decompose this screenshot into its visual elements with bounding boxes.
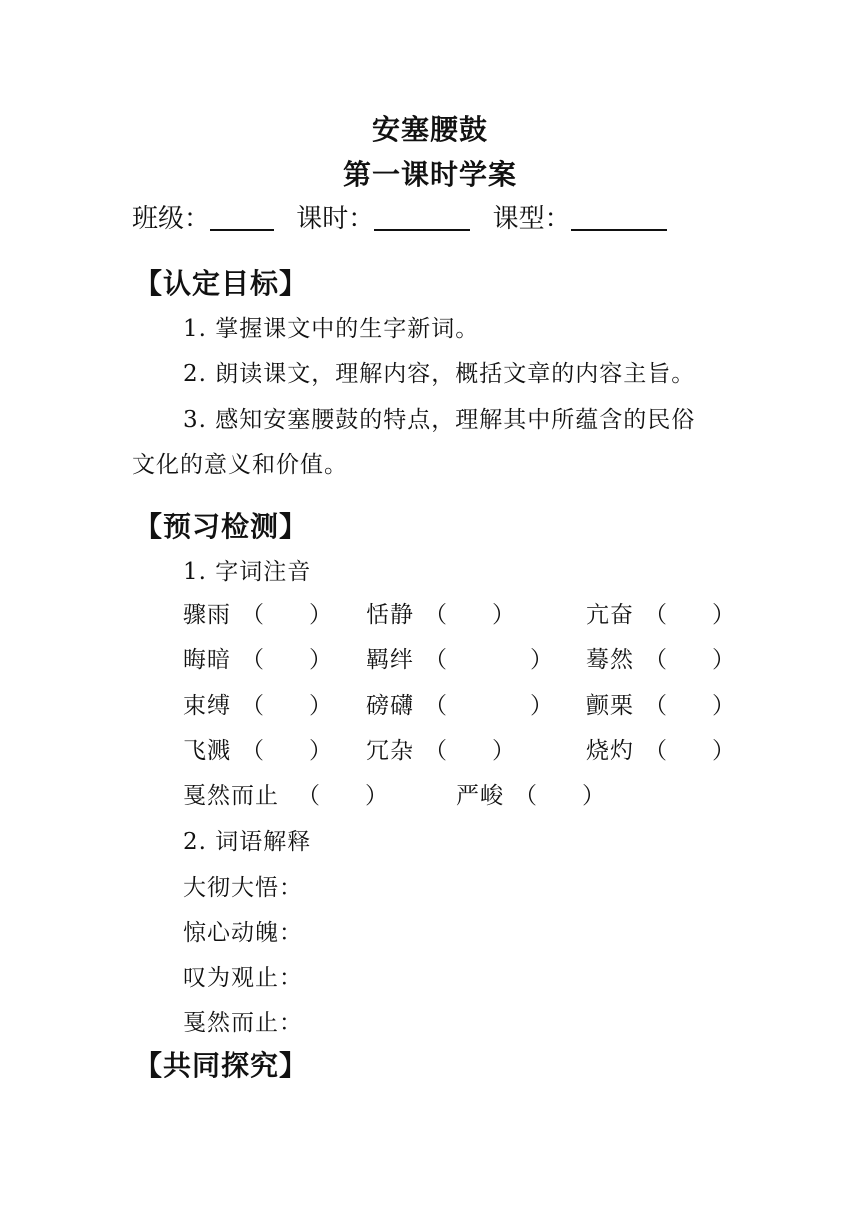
- paren-close: ）: [309, 602, 333, 628]
- pinyin-word: 戛然而止: [183, 783, 279, 809]
- pinyin-word: 飞溅: [183, 738, 231, 764]
- pinyin-answer-blank[interactable]: [448, 732, 492, 762]
- explain-item: 戛然而止：: [183, 1010, 303, 1036]
- paren-close: ）: [309, 647, 333, 673]
- type-label: 课型：: [492, 204, 571, 234]
- paren-open: （: [241, 738, 265, 764]
- pinyin-word: 羁绊: [366, 647, 414, 673]
- paren-open: （: [241, 693, 265, 719]
- type-blank[interactable]: [571, 203, 667, 231]
- paren-close: ）: [309, 693, 333, 719]
- paren-close: ）: [492, 602, 516, 628]
- q2-label: 2. 词语解释: [183, 829, 312, 855]
- pinyin-word: 冗杂: [366, 738, 414, 764]
- goal-item-3-cont: 文化的意义和价值。: [132, 452, 348, 478]
- section-heading-preview: 【预习检测】: [134, 510, 309, 543]
- pinyin-word: 亢奋: [586, 602, 634, 628]
- paren-open: （: [644, 647, 668, 673]
- paren-open: （: [241, 602, 265, 628]
- q1-label: 1. 字词注音: [183, 559, 312, 585]
- paren-open: （: [297, 783, 321, 809]
- paren-open: （: [424, 738, 448, 764]
- class-blank[interactable]: [210, 203, 274, 231]
- pinyin-word: 恬静: [366, 602, 414, 628]
- pinyin-word: 束缚: [183, 693, 231, 719]
- paren-open: （: [424, 602, 448, 628]
- pinyin-answer-blank[interactable]: [448, 641, 530, 671]
- explain-item: 惊心动魄：: [183, 920, 303, 946]
- pinyin-word: 磅礴: [366, 693, 414, 719]
- page-subtitle: 第一课时学案: [342, 158, 517, 191]
- pinyin-word: 蓦然: [586, 647, 634, 673]
- pinyin-word: 严峻: [456, 783, 504, 809]
- paren-close: ）: [712, 693, 736, 719]
- pinyin-word: 晦暗: [183, 647, 231, 673]
- paren-open: （: [424, 647, 448, 673]
- pinyin-answer-blank[interactable]: [265, 641, 309, 671]
- paren-close: ）: [582, 783, 606, 809]
- page-title: 安塞腰鼓: [371, 113, 488, 146]
- pinyin-word: 烧灼: [586, 738, 634, 764]
- info-line: [132, 198, 667, 235]
- pinyin-answer-blank[interactable]: [448, 687, 530, 717]
- explain-item: 大彻大悟：: [183, 875, 303, 901]
- section-heading-goals: 【认定目标】: [134, 267, 309, 300]
- pinyin-answer-blank[interactable]: [265, 687, 309, 717]
- pinyin-word: 骤雨: [183, 602, 231, 628]
- pinyin-answer-blank[interactable]: [448, 596, 492, 626]
- period-label: 课时：: [296, 204, 375, 234]
- class-label: 班级：: [132, 204, 211, 234]
- pinyin-answer-blank[interactable]: [668, 596, 712, 626]
- paren-open: （: [241, 647, 265, 673]
- goal-item-2: 2. 朗读课文，理解内容，概括文章的内容主旨。: [183, 361, 696, 387]
- paren-close: ）: [712, 738, 736, 764]
- paren-open: （: [644, 693, 668, 719]
- pinyin-word: 颤栗: [586, 693, 634, 719]
- paren-close: ）: [365, 783, 389, 809]
- paren-close: ）: [530, 647, 554, 673]
- period-blank[interactable]: [374, 203, 470, 231]
- paren-open: （: [644, 738, 668, 764]
- goal-item-1: 1. 掌握课文中的生字新词。: [183, 316, 480, 342]
- pinyin-answer-blank[interactable]: [668, 687, 712, 717]
- paren-close: ）: [712, 602, 736, 628]
- pinyin-answer-blank[interactable]: [668, 641, 712, 671]
- goal-item-3: 3. 感知安塞腰鼓的特点，理解其中所蕴含的民俗: [183, 407, 696, 433]
- paren-close: ）: [530, 693, 554, 719]
- paren-close: ）: [309, 738, 333, 764]
- paren-close: ）: [492, 738, 516, 764]
- paren-open: （: [644, 602, 668, 628]
- pinyin-answer-blank[interactable]: [668, 732, 712, 762]
- pinyin-answer-blank[interactable]: [265, 596, 309, 626]
- paren-close: ）: [712, 647, 736, 673]
- paren-open: （: [424, 693, 448, 719]
- paren-open: （: [514, 783, 538, 809]
- pinyin-answer-blank[interactable]: [265, 732, 309, 762]
- section-heading-explore: 【共同探究】: [134, 1049, 309, 1082]
- explain-item: 叹为观止：: [183, 965, 303, 991]
